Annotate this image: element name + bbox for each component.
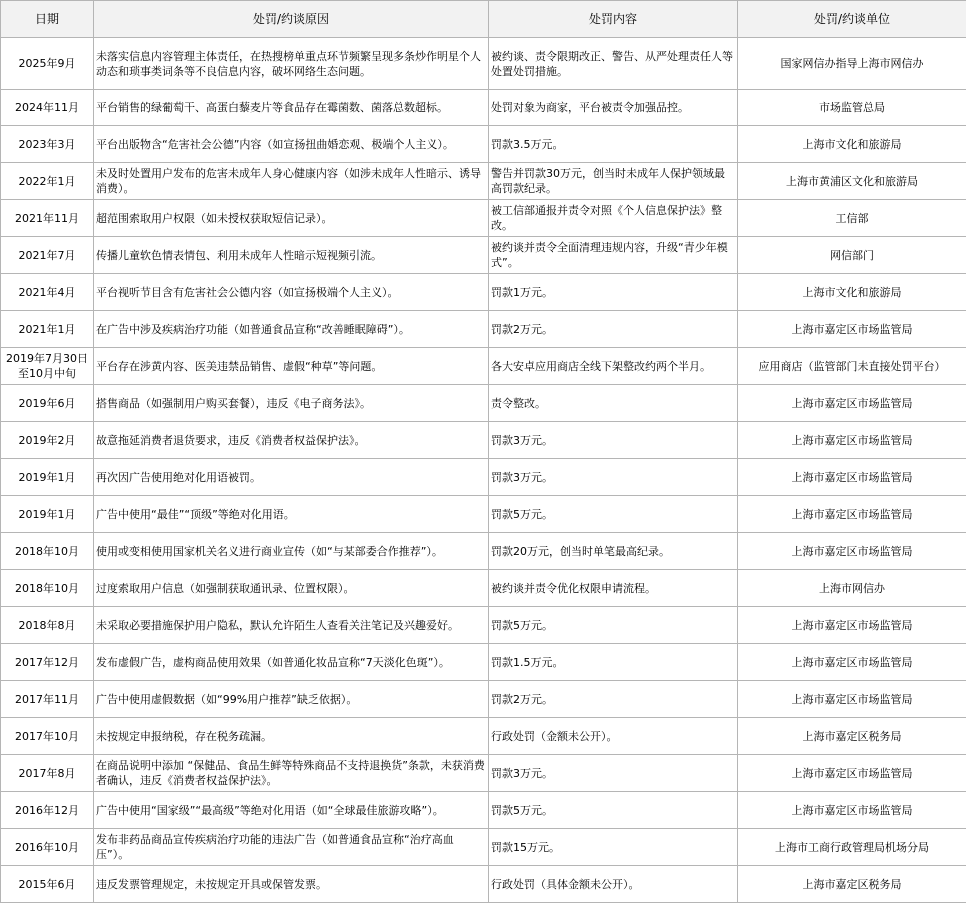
cell-content: 处罚对象为商家，平台被责令加强品控。 (489, 90, 738, 126)
cell-date: 2019年2月 (1, 422, 94, 459)
cell-date: 2019年1月 (1, 496, 94, 533)
cell-date: 2017年11月 (1, 681, 94, 718)
cell-date: 2024年11月 (1, 90, 94, 126)
cell-reason: 广告中使用虚假数据（如“99%用户推荐”缺乏依据）。 (94, 681, 489, 718)
cell-reason: 未按规定申报纳税，存在税务疏漏。 (94, 718, 489, 755)
cell-content: 责令整改。 (489, 385, 738, 422)
cell-date: 2016年12月 (1, 792, 94, 829)
table-header (1, 1, 966, 38)
cell-reason: 在商品说明中添加 “保健品、食品生鲜等特殊商品不支持退换货”条款，未获消费者确认，违反《消费者权益保护法》。 (94, 755, 489, 792)
cell-unit: 上海市嘉定区税务局 (738, 718, 966, 755)
cell-reason: 平台出版物含“危害社会公德”内容（如宣扬扭曲婚恋观、极端个人主义）。 (94, 126, 489, 163)
header-row (1, 1, 966, 38)
table-row (1, 829, 966, 866)
cell-date: 2018年10月 (1, 570, 94, 607)
cell-content: 行政处罚（具体金额未公开）。 (489, 866, 738, 903)
table-body (1, 38, 966, 903)
cell-unit: 上海市嘉定区市场监管局 (738, 792, 966, 829)
header-reason: 处罚/约谈原因 (94, 1, 489, 38)
cell-unit: 上海市文化和旅游局 (738, 126, 966, 163)
cell-date: 2021年11月 (1, 200, 94, 237)
cell-content: 罚款5万元。 (489, 607, 738, 644)
header-unit: 处罚/约谈单位 (738, 1, 966, 38)
cell-date: 2018年8月 (1, 607, 94, 644)
cell-unit: 上海市嘉定区市场监管局 (738, 422, 966, 459)
cell-unit: 上海市嘉定区税务局 (738, 866, 966, 903)
cell-reason: 超范围索取用户权限（如未授权获取短信记录）。 (94, 200, 489, 237)
cell-reason: 传播儿童软色情表情包、利用未成年人性暗示短视频引流。 (94, 237, 489, 274)
cell-date: 2017年10月 (1, 718, 94, 755)
header-content: 处罚内容 (489, 1, 738, 38)
cell-content: 罚款5万元。 (489, 792, 738, 829)
cell-content: 警告并罚款30万元，创当时未成年人保护领域最高罚款纪录。 (489, 163, 738, 200)
cell-reason: 过度索取用户信息（如强制获取通讯录、位置权限）。 (94, 570, 489, 607)
table-row (1, 570, 966, 607)
table-row (1, 866, 966, 903)
cell-date: 2021年4月 (1, 274, 94, 311)
cell-unit: 工信部 (738, 200, 966, 237)
cell-unit: 上海市嘉定区市场监管局 (738, 311, 966, 348)
cell-date: 2019年6月 (1, 385, 94, 422)
cell-reason: 广告中使用“国家级”“最高级”等绝对化用语（如“全球最佳旅游攻略”）。 (94, 792, 489, 829)
cell-reason: 发布虚假广告，虚构商品使用效果（如普通化妆品宣称“7天淡化色斑”）。 (94, 644, 489, 681)
cell-reason: 使用或变相使用国家机关名义进行商业宣传（如“与某部委合作推荐”）。 (94, 533, 489, 570)
cell-date: 2015年6月 (1, 866, 94, 903)
cell-unit: 上海市网信办 (738, 570, 966, 607)
table-row (1, 311, 966, 348)
cell-content: 各大安卓应用商店全线下架整改约两个半月。 (489, 348, 738, 385)
table-row (1, 718, 966, 755)
cell-unit: 市场监管总局 (738, 90, 966, 126)
cell-date: 2019年1月 (1, 459, 94, 496)
cell-date: 2017年8月 (1, 755, 94, 792)
cell-unit: 国家网信办指导上海市网信办 (738, 38, 966, 90)
cell-content: 被约谈、责令限期改正、警告、从严处理责任人等处置处罚措施。 (489, 38, 738, 90)
cell-unit: 上海市嘉定区市场监管局 (738, 644, 966, 681)
table-row (1, 533, 966, 570)
cell-unit: 上海市嘉定区市场监管局 (738, 755, 966, 792)
cell-unit: 应用商店（监管部门未直接处罚平台） (738, 348, 966, 385)
cell-content: 行政处罚（金额未公开）。 (489, 718, 738, 755)
cell-date: 2025年9月 (1, 38, 94, 90)
table-row (1, 163, 966, 200)
cell-content: 被约谈并责令优化权限申请流程。 (489, 570, 738, 607)
cell-content: 罚款1万元。 (489, 274, 738, 311)
cell-unit: 上海市嘉定区市场监管局 (738, 607, 966, 644)
cell-unit: 上海市文化和旅游局 (738, 274, 966, 311)
table-row (1, 274, 966, 311)
cell-date: 2019年7月30日至10月中旬 (1, 348, 94, 385)
cell-reason: 再次因广告使用绝对化用语被罚。 (94, 459, 489, 496)
cell-date: 2016年10月 (1, 829, 94, 866)
cell-date: 2023年3月 (1, 126, 94, 163)
cell-unit: 上海市嘉定区市场监管局 (738, 496, 966, 533)
cell-date: 2021年7月 (1, 237, 94, 274)
cell-content: 罚款20万元，创当时单笔最高纪录。 (489, 533, 738, 570)
cell-content: 罚款3万元。 (489, 459, 738, 496)
table-row (1, 755, 966, 792)
cell-reason: 发布非药品商品宣传疾病治疗功能的违法广告（如普通食品宣称“治疗高血压”）。 (94, 829, 489, 866)
cell-reason: 未采取必要措施保护用户隐私，默认允许陌生人查看关注笔记及兴趣爱好。 (94, 607, 489, 644)
cell-reason: 未落实信息内容管理主体责任，在热搜榜单重点环节频繁呈现多条炒作明星个人动态和琐事类词条等不良信息内容，破坏网络生态问题。 (94, 38, 489, 90)
cell-content: 被工信部通报并责令对照《个人信息保护法》整改。 (489, 200, 738, 237)
cell-content: 罚款5万元。 (489, 496, 738, 533)
cell-content: 被约谈并责令全面清理违规内容，升级“青少年模式”。 (489, 237, 738, 274)
cell-date: 2022年1月 (1, 163, 94, 200)
table-row (1, 200, 966, 237)
cell-unit: 网信部门 (738, 237, 966, 274)
cell-unit: 上海市嘉定区市场监管局 (738, 533, 966, 570)
cell-unit: 上海市工商行政管理局机场分局 (738, 829, 966, 866)
table-row (1, 90, 966, 126)
table-row (1, 422, 966, 459)
cell-reason: 故意拖延消费者退货要求，违反《消费者权益保护法》。 (94, 422, 489, 459)
table-row (1, 644, 966, 681)
cell-unit: 上海市嘉定区市场监管局 (738, 385, 966, 422)
cell-content: 罚款3万元。 (489, 755, 738, 792)
table-row (1, 681, 966, 718)
table-row (1, 459, 966, 496)
table-row (1, 496, 966, 533)
cell-content: 罚款1.5万元。 (489, 644, 738, 681)
cell-date: 2018年10月 (1, 533, 94, 570)
cell-content: 罚款15万元。 (489, 829, 738, 866)
cell-content: 罚款3万元。 (489, 422, 738, 459)
cell-content: 罚款2万元。 (489, 311, 738, 348)
cell-unit: 上海市黄浦区文化和旅游局 (738, 163, 966, 200)
cell-date: 2021年1月 (1, 311, 94, 348)
table-row (1, 385, 966, 422)
cell-reason: 违反发票管理规定，未按规定开具或保管发票。 (94, 866, 489, 903)
table-row (1, 792, 966, 829)
table-row (1, 38, 966, 90)
cell-reason: 广告中使用“最佳”“顶级”等绝对化用语。 (94, 496, 489, 533)
header-date: 日期 (1, 1, 94, 38)
cell-reason: 搭售商品（如强制用户购买套餐），违反《电子商务法》。 (94, 385, 489, 422)
cell-reason: 未及时处置用户发布的危害未成年人身心健康内容（如涉未成年人性暗示、诱导消费）。 (94, 163, 489, 200)
cell-content: 罚款3.5万元。 (489, 126, 738, 163)
cell-reason: 在广告中涉及疾病治疗功能（如普通食品宣称“改善睡眠障碍”）。 (94, 311, 489, 348)
cell-content: 罚款2万元。 (489, 681, 738, 718)
table-row (1, 607, 966, 644)
cell-date: 2017年12月 (1, 644, 94, 681)
cell-reason: 平台销售的绿葡萄干、高蛋白藜麦片等食品存在霉菌数、菌落总数超标。 (94, 90, 489, 126)
cell-reason: 平台视听节目含有危害社会公德内容（如宣扬极端个人主义）。 (94, 274, 489, 311)
table-row (1, 237, 966, 274)
cell-unit: 上海市嘉定区市场监管局 (738, 681, 966, 718)
table-row (1, 126, 966, 163)
table-row (1, 348, 966, 385)
cell-reason: 平台存在涉黄内容、医美违禁品销售、虚假“种草”等问题。 (94, 348, 489, 385)
cell-unit: 上海市嘉定区市场监管局 (738, 459, 966, 496)
